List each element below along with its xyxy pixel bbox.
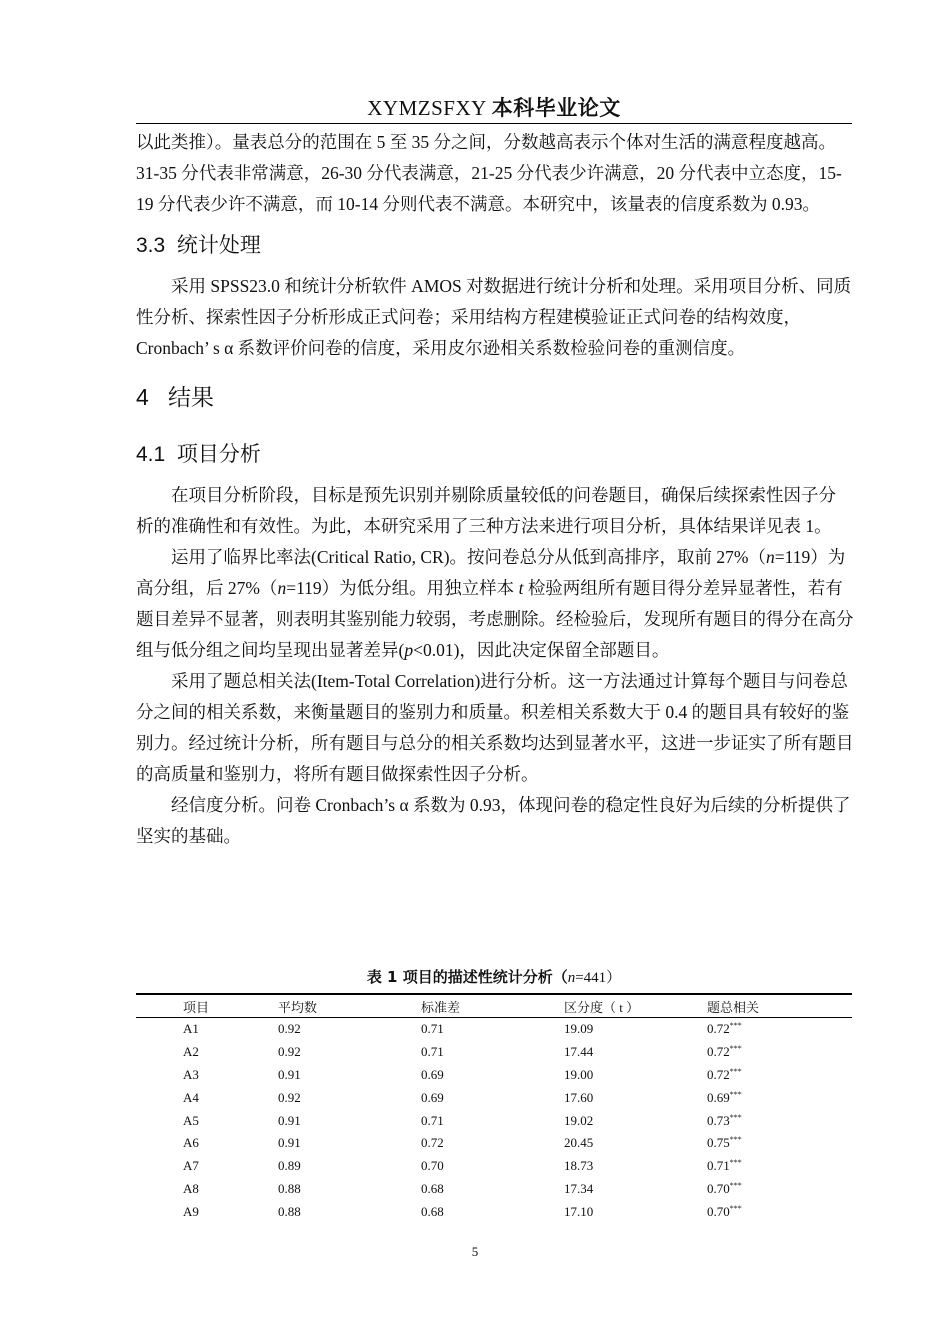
cell-r [707,1064,852,1087]
cell-sd [421,1086,564,1109]
symbol-n: n [765,547,775,567]
paragraph-item-total-correlation: 采用了题总相关法(Item-Total Correlation)进行分析。这一方法通过计算每个题目与问卷总分之间的相关系数，来衡量题目的鉴别力和质量。积差相关系数大于 0.4 的题目具有较好的鉴别力。经过统计分析，所有题目与总分的相关系数均达到显著水平，这进一步证实了所有题目的高质量和鉴别力，将所有题目做探索性因子分析。 [136,671,854,784]
cell-value: 0.72 [707,1044,730,1060]
cell-value: 0.70 [707,1180,730,1196]
significance-marker: *** [729,1089,742,1099]
cell-mean [278,1109,421,1132]
cell-t [564,1064,707,1087]
cell-value: A1 [183,1021,199,1037]
table-row [136,1018,852,1041]
cell-mean [278,1086,421,1109]
paragraph-scale-scoring: 以此类推）。量表总分的范围在 5 至 35 分之间，分数越高表示个体对生活的满意程度越高。31-35 分代表非常满意，26-30 分代表满意，21-25 分代表少许满意，20 分代表中立态度，15-19 分代表少许不满意，而 10-14 分则代表不满意。本研究中，该量表的信度系数为 0.93。 [136,132,842,214]
header-item: 项目 [136,994,278,1018]
cell-t [564,1155,707,1178]
cell-value: 0.71 [707,1158,730,1174]
cell-value: 19.02 [564,1112,594,1128]
header-sd: 标准差 [421,994,564,1018]
cell-value: 0.69 [707,1089,730,1105]
heading-title: 结果 [167,384,214,410]
cell-r [707,1086,852,1109]
cell-mean [278,1064,421,1087]
caption-text: 表 1 项目的描述性统计分析（ [366,968,568,986]
cell-value: 0.72 [707,1021,730,1037]
text-run: =119）为低分组。用独立样本 [286,578,519,598]
symbol-p: p [404,640,414,660]
cell-value: 0.75 [707,1135,730,1151]
heading-title: 项目分析 [176,443,261,466]
cell-value: A3 [183,1066,199,1082]
cell-item [136,1041,278,1064]
table-row [136,1132,852,1155]
significance-marker: *** [729,1021,742,1031]
table-body [136,1018,852,1224]
cell-value: 17.60 [564,1089,594,1105]
cell-t [564,1178,707,1201]
cell-r [707,1018,852,1041]
cell-mean [278,1200,421,1223]
text-run: 运用了临界比率法(Critical Ratio, CR)。按问卷总分从低到高排序，取前 27%（ [171,547,766,567]
cell-value: 0.88 [278,1180,301,1196]
cell-value: 0.68 [421,1203,444,1219]
cell-value: 0.72 [707,1066,730,1082]
cell-t [564,1018,707,1041]
cell-r [707,1132,852,1155]
table-header-row [136,994,852,1018]
section-heading-3-3 [136,230,866,261]
caption-n-symbol: n [567,970,576,986]
cell-sd [421,1064,564,1087]
cell-item [136,1155,278,1178]
caption-text-end: =441） [575,970,622,986]
heading-title: 统计处理 [176,234,261,257]
cell-value: 0.71 [421,1021,444,1037]
header-discrimination: 区分度（ t ） [564,994,707,1018]
header-item-total: 题总相关 [707,994,852,1018]
cell-r [707,1041,852,1064]
cell-value: 17.44 [564,1044,594,1060]
table-row [136,1155,852,1178]
table-row [136,1109,852,1132]
cell-value: 18.73 [564,1158,594,1174]
cell-value: 0.92 [278,1021,301,1037]
cell-value: A6 [183,1135,199,1151]
cell-t [564,1109,707,1132]
cell-t [564,1132,707,1155]
cell-value: 0.72 [421,1135,444,1151]
cell-value: 17.10 [564,1203,594,1219]
page-number: 5 [471,1244,479,1259]
cell-value: 0.70 [421,1158,444,1174]
heading-number: 3.3 [136,234,166,257]
cell-item [136,1178,278,1201]
cell-value: A7 [183,1158,199,1174]
table-row [136,1086,852,1109]
cell-sd [421,1109,564,1132]
significance-marker: *** [729,1112,742,1122]
cell-value: 0.92 [278,1044,301,1060]
cell-mean [278,1018,421,1041]
cell-item [136,1200,278,1223]
symbol-n: n [277,578,287,598]
text-run: 检验两组所有题目得分差异显著性，若有题目差异不显著，则表明其鉴别能力较弱，考虑删除。经检验后，发现所有题目的得分在高分组与低分组之间均呈现出显著差异( [136,578,854,660]
descriptive-stats-table [136,993,852,1223]
cell-t [564,1200,707,1223]
cell-mean [278,1155,421,1178]
heading-number: 4 [136,384,149,410]
cell-value: A8 [183,1180,199,1196]
cell-value: 0.89 [278,1158,301,1174]
table-row [136,1178,852,1201]
section-heading-4-1 [136,439,866,470]
cell-value: A5 [183,1112,199,1128]
cell-value: 17.34 [564,1180,594,1196]
cell-value: 0.69 [421,1089,444,1105]
cell-value: 20.45 [564,1135,594,1151]
cell-value: 0.88 [278,1203,301,1219]
header-chinese: 本科毕业论文 [491,96,621,120]
paragraph-reliability: 经信度分析。问卷 Cronbach’s α 系数为 0.93，体现问卷的稳定性良好为后续的分析提供了坚实的基础。 [136,795,851,846]
table-caption [136,966,852,987]
text-run: =119）为高分组，后 27%（ [136,547,846,598]
symbol-t: t [518,578,524,598]
header-rule [136,123,852,124]
paragraph-item-analysis-intro: 在项目分析阶段，目标是预先识别并剔除质量较低的问卷题目，确保后续探索性因子分析的准确性和有效性。为此，本研究采用了三种方法来进行项目分析，具体结果详见表 1。 [136,485,836,536]
cell-sd [421,1018,564,1041]
cell-mean [278,1178,421,1201]
section-heading-4 [136,382,866,413]
cell-item [136,1132,278,1155]
cell-value: 0.73 [707,1112,730,1128]
table-row [136,1064,852,1087]
header-mean: 平均数 [278,994,421,1018]
table-row [136,1041,852,1064]
significance-marker: *** [729,1158,742,1168]
cell-sd [421,1041,564,1064]
cell-value: 0.91 [278,1135,301,1151]
cell-r [707,1178,852,1201]
table-row [136,1200,852,1223]
cell-value: 0.70 [707,1203,730,1219]
cell-value: 0.68 [421,1180,444,1196]
cell-value: 0.91 [278,1112,301,1128]
cell-value: 19.00 [564,1066,594,1082]
cell-value: 19.09 [564,1021,594,1037]
cell-t [564,1041,707,1064]
cell-item [136,1018,278,1041]
cell-value: 0.71 [421,1044,444,1060]
cell-item [136,1109,278,1132]
cell-mean [278,1041,421,1064]
cell-sd [421,1178,564,1201]
header-latin: XYMZSFXY [367,96,486,120]
cell-value: A4 [183,1089,199,1105]
running-header [136,92,852,122]
cell-r [707,1109,852,1132]
cell-value: 0.69 [421,1066,444,1082]
significance-marker: *** [729,1066,742,1076]
body-text [136,127,866,852]
paragraph-statistics: 采用 SPSS23.0 和统计分析软件 AMOS 对数据进行统计分析和处理。采用项目分析、同质性分析、探索性因子分析形成正式问卷；采用结构方程建模验证正式问卷的结构效度，Cronbach’ s α 系数评价问卷的信度，采用皮尔逊相关系数检验问卷的重测信度。 [136,276,852,358]
cell-r [707,1155,852,1178]
cell-r [707,1200,852,1223]
text-run: <0.01)，因此决定保留全部题目。 [413,640,670,660]
cell-value: 0.92 [278,1089,301,1105]
cell-mean [278,1132,421,1155]
cell-t [564,1086,707,1109]
significance-marker: *** [729,1180,742,1190]
significance-marker: *** [729,1135,742,1145]
cell-value: 0.91 [278,1066,301,1082]
cell-value: A9 [183,1203,199,1219]
significance-marker: *** [729,1044,742,1054]
cell-sd [421,1132,564,1155]
significance-marker: *** [729,1203,742,1213]
cell-item [136,1086,278,1109]
cell-value: 0.71 [421,1112,444,1128]
heading-number: 4.1 [136,443,166,466]
cell-sd [421,1155,564,1178]
cell-item [136,1064,278,1087]
cell-sd [421,1200,564,1223]
cell-value: A2 [183,1044,199,1060]
paragraph-critical-ratio [136,542,858,666]
